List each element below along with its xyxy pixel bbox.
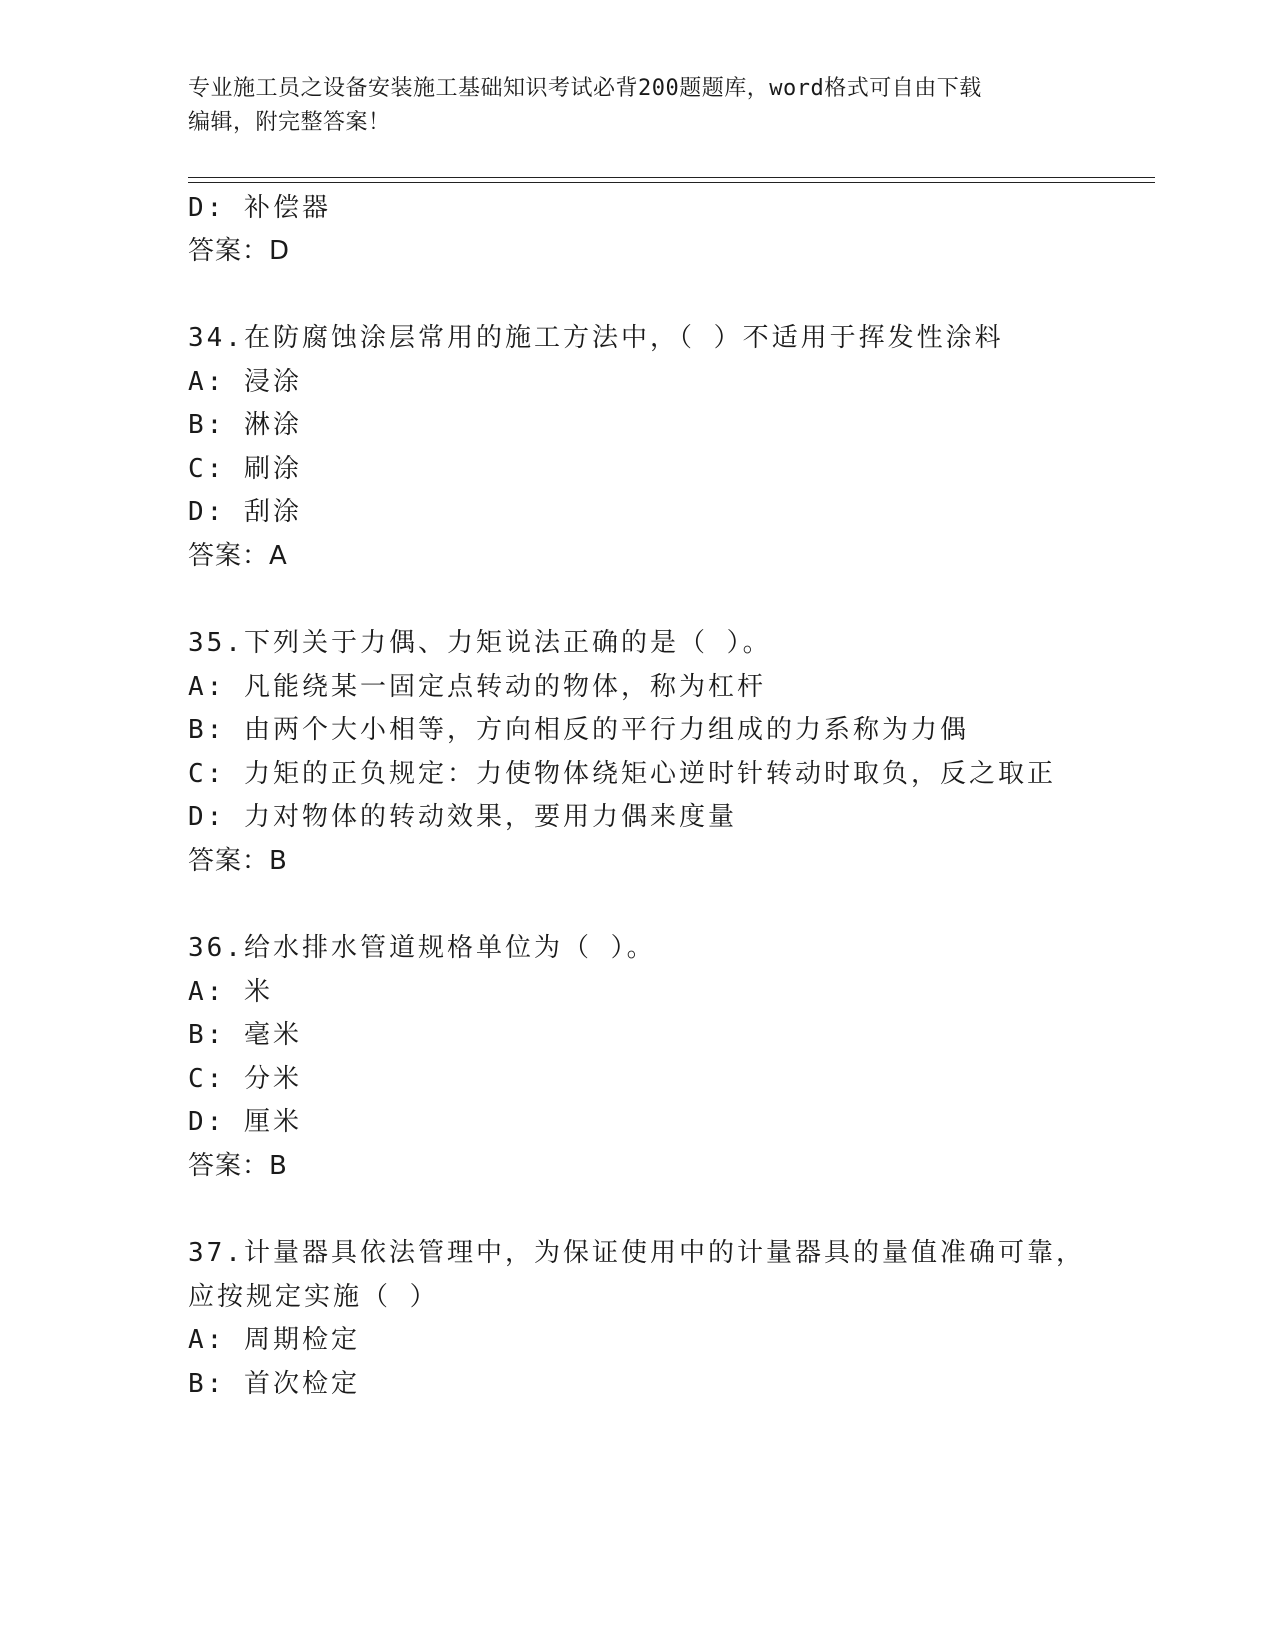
- header-line-2: 编辑，附完整答案！: [188, 110, 391, 135]
- option-line: A: 浸涂: [188, 367, 302, 397]
- question-text: 35.下列关于力偶、力矩说法正确的是（ ）。: [188, 628, 772, 658]
- option-line: D: 厘米: [188, 1107, 302, 1137]
- question-text-continued: 应按规定实施（ ）: [188, 1282, 439, 1312]
- option-line: D: 刮涂: [188, 497, 302, 527]
- option-line: C: 力矩的正负规定：力使物体绕矩心逆时针转动时取负，反之取正: [188, 759, 1056, 789]
- option-line: A: 凡能绕某一固定点转动的物体，称为杠杆: [188, 672, 766, 702]
- answer-line: 答案：D: [188, 236, 291, 266]
- question-text: 34.在防腐蚀涂层常用的施工方法中，（ ）不适用于挥发性涂料: [188, 323, 1004, 353]
- option-line: B: 淋涂: [188, 410, 302, 440]
- option-line: B: 由两个大小相等，方向相反的平行力组成的力系称为力偶: [188, 715, 969, 745]
- question-text: 36.给水排水管道规格单位为（ ）。: [188, 933, 656, 963]
- option-line: D: 力对物体的转动效果，要用力偶来度量: [188, 802, 737, 832]
- answer-line: 答案：A: [188, 541, 288, 571]
- header-divider-top: [188, 177, 1155, 178]
- option-line: A: 米: [188, 977, 273, 1007]
- option-line: B: 毫米: [188, 1020, 302, 1050]
- option-line: A: 周期检定: [188, 1325, 360, 1355]
- option-line: C: 分米: [188, 1064, 302, 1094]
- option-line: C: 刷涂: [188, 454, 302, 484]
- answer-line: 答案：B: [188, 1151, 288, 1181]
- header-line-1: 专业施工员之设备安装施工基础知识考试必背200题题库，word格式可自由下载: [188, 76, 982, 101]
- header-divider-bottom: [188, 182, 1155, 183]
- question-text: 37.计量器具依法管理中，为保证使用中的计量器具的量值准确可靠，: [188, 1238, 1085, 1268]
- option-line: B: 首次检定: [188, 1369, 360, 1399]
- document-header: [188, 72, 1088, 140]
- option-line: D: 补偿器: [188, 193, 331, 223]
- answer-line: 答案：B: [188, 846, 288, 876]
